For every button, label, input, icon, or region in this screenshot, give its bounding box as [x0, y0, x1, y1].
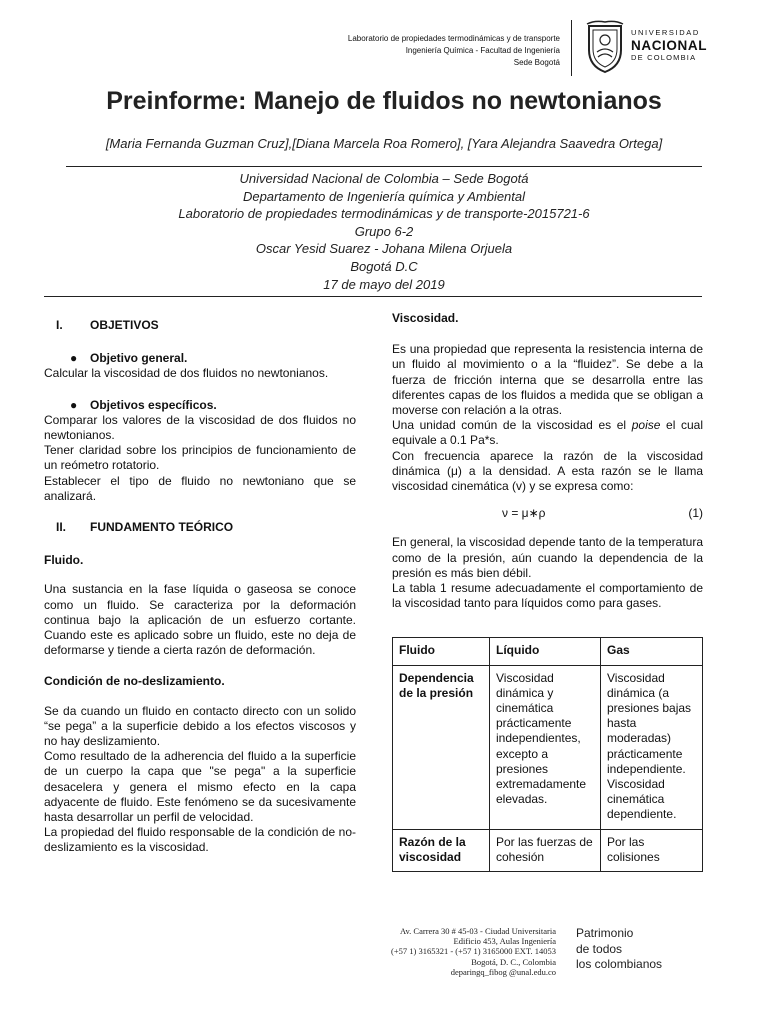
affiliation-line: Bogotá D.C [350, 258, 418, 274]
address-email: deparingq_fibog @unal.edu.co [450, 966, 556, 977]
section-heading-objetivos [56, 318, 356, 333]
left-column [44, 318, 356, 856]
condicion-paragraph: La propiedad del fluido responsable de la condición de no-deslizamiento es la viscosidad. [44, 825, 356, 855]
affiliation-block [0, 170, 768, 293]
objetivo-general-title: Objetivo general. [90, 351, 188, 366]
rule-top [66, 166, 702, 167]
university-line-2: NACIONAL [631, 38, 708, 53]
section-title: FUNDAMENTO TEÓRICO [90, 520, 234, 535]
condicion-heading: Condición de no-deslizamiento. [44, 674, 225, 689]
table-row [393, 829, 703, 871]
table-header-row [393, 638, 703, 665]
university-line-3: DE COLOMBIA [631, 53, 697, 62]
objetivo-especifico: Comparar los valores de la viscosidad de dos fluidos no newtonianos. [44, 412, 356, 443]
fluido-heading: Fluido. [44, 553, 84, 568]
patrimonio-logo-text [576, 926, 662, 973]
address-line: (+57 1) 3165321 - (+57 1) 3165000 EXT. 14053 [390, 946, 556, 957]
right-column [392, 311, 703, 872]
table-row [393, 665, 703, 829]
viscosidad-paragraph: Es una propiedad que representa la resistencia interna de un fluido al movimiento o a la “fluidez”. Se debe a la fuerza de fricción interna que se desarrolla entre las diferentes capas de los fluidos a medida que se obligan a moverse con relación a la otras. [392, 342, 703, 418]
bullet-icon: ● [70, 397, 78, 412]
section-heading-fundamento [56, 520, 356, 535]
equation-number: (1) [688, 506, 703, 521]
lab-line-3: Sede Bogotá [513, 58, 560, 67]
fluido-text: Una sustancia en la fase líquida o gaseosa se conoce como un fluido. Se caracteriza por la deformación continua bajo la aplicación de un esfuerzo cortante. Cuando este es aplicado sobre un fluido, este no deja de deformarse y tiende a cierta razón de deformación. [44, 582, 356, 658]
patrimonio-line: de todos [576, 941, 623, 956]
affiliation-line: Grupo 6-2 [354, 223, 414, 239]
viscosity-table [392, 637, 703, 872]
affiliation-line: 17 de mayo del 2019 [323, 276, 445, 292]
condicion-paragraph: Se da cuando un fluido en contacto directo con un solido “se pega” a la superficie debido a los efectos viscosos y no hay deslizamiento. [44, 703, 356, 749]
objetivo-general-heading [70, 351, 356, 366]
table-cell: Razón de la viscosidad [393, 829, 490, 871]
table-header-cell: Líquido [490, 638, 601, 665]
table-cell: Por las colisiones [601, 829, 703, 871]
viscosidad-paragraph: La tabla 1 resume adecuadamente el comportamiento de la viscosidad tanto para líquidos como para gases. [392, 581, 703, 611]
viscosidad-heading: Viscosidad. [392, 311, 459, 325]
affiliation-line: Departamento de Ingeniería química y Ambiental [242, 188, 526, 204]
table-cell: Viscosidad dinámica y cinemática prácticamente independientes, excepto a presiones extremadamente elevadas. [490, 665, 601, 829]
patrimonio-line: los colombianos [576, 957, 663, 971]
equation-1 [392, 506, 703, 521]
patrimonio-line: Patrimonio [576, 926, 634, 940]
university-logo-text [631, 28, 707, 63]
table-header-cell: Gas [601, 638, 703, 665]
affiliation-line: Laboratorio de propiedades termodinámicas y de transporte-2015721-6 [178, 206, 590, 222]
section-title: OBJETIVOS [90, 318, 159, 332]
footer-address [256, 926, 556, 977]
lab-line-1: Laboratorio de propiedades termodinámicas y de transporte [347, 34, 560, 43]
objetivos-especificos-heading [70, 398, 356, 413]
table-cell: Por las fuerzas de cohesión [490, 829, 601, 871]
bullet-icon: ● [70, 351, 78, 366]
university-line-1: UNIVERSIDAD [631, 28, 700, 37]
objetivo-especifico: Tener claridad sobre los principios de funcionamiento de un reómetro rotatorio. [44, 443, 356, 473]
university-seal-icon [585, 20, 625, 74]
objetivos-especificos-title: Objetivos específicos. [90, 397, 217, 412]
equation-body: ν = μ∗ρ [502, 506, 546, 521]
viscosidad-paragraph: Una unidad común de la viscosidad es el poise el cual equivale a 0.1 Pa*s. [392, 418, 703, 448]
section-number: II. [56, 520, 67, 535]
objetivo-especifico: Establecer el tipo de fluido no newtoniano que se analizará. [44, 473, 356, 503]
table-header-cell: Fluido [393, 638, 490, 665]
affiliation-line: Oscar Yesid Suarez - Johana Milena Orjuela [255, 241, 513, 257]
rule-bottom [44, 296, 702, 297]
lab-line-2: Ingeniería Química - Facultad de Ingeniería [405, 46, 560, 55]
viscosidad-paragraph: En general, la viscosidad depende tanto de la temperatura como de la presión, aún cuando la dependencia de la presión es más bien débil. [392, 535, 703, 580]
section-number: I. [56, 318, 63, 332]
condicion-paragraph: Como resultado de la adherencia del fluido a la superficie de un cuerpo la capa que "se pega" a la superficie desacelera y genera el mismo efecto en la capa adyacente de fluido. Este fenómeno se da sucesivamente hasta desarrollar un perfil de velocidad. [44, 749, 356, 825]
address-line: Av. Carrera 30 # 45-03 - Ciudad Universitaria [399, 926, 556, 936]
document-title: Preinforme: Manejo de fluidos no newtonianos [106, 87, 662, 115]
lab-header-lines [260, 33, 560, 69]
header-divider [571, 20, 572, 76]
viscosidad-paragraph: Con frecuencia aparece la razón de la viscosidad dinámica (μ) a la densidad. A esta razón se le llama viscosidad cinemática (v) y se expresa como: [392, 448, 703, 494]
table-cell: Dependencia de la presión [393, 665, 490, 829]
address-line: Bogotá, D. C., Colombia [471, 956, 556, 967]
authors: [Maria Fernanda Guzman Cruz],[Diana Marcela Roa Romero], [Yara Alejandra Saavedra Ortega] [105, 136, 663, 151]
affiliation-line: Universidad Nacional de Colombia – Sede Bogotá [239, 171, 529, 186]
table-cell: Viscosidad dinámica (a presiones bajas hasta moderadas) prácticamente independiente. Viscosidad cinemática dependiente. [601, 665, 703, 829]
address-line: Edificio 453, Aulas Ingeniería [453, 936, 556, 947]
objetivo-general-text: Calcular la viscosidad de dos fluidos no newtonianos. [44, 366, 329, 381]
